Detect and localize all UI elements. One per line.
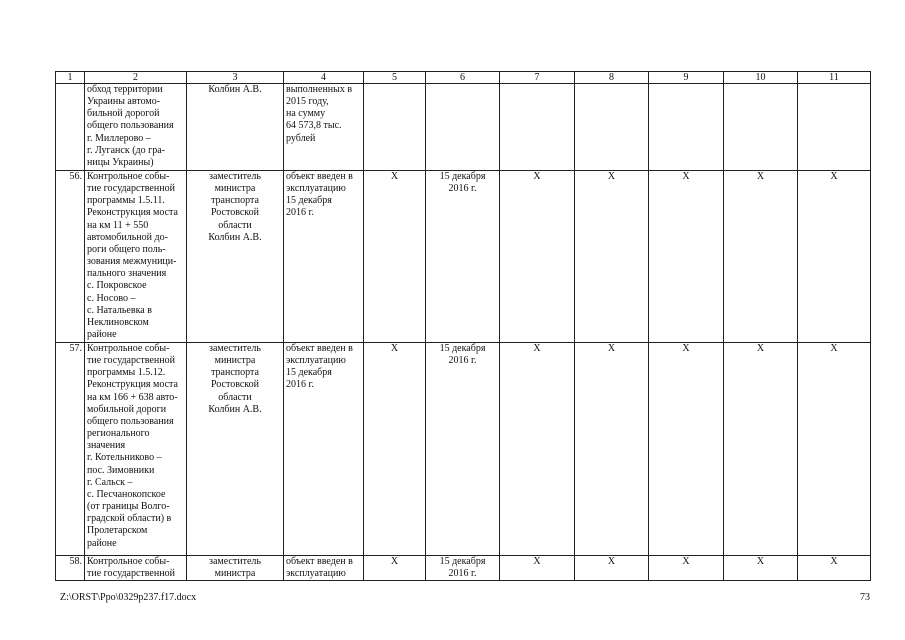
row-number — [56, 84, 85, 171]
column-header: 1 — [56, 72, 85, 84]
page-number: 73 — [860, 592, 870, 603]
column-header: 6 — [426, 72, 500, 84]
cell: X — [575, 171, 649, 343]
column-header: 11 — [798, 72, 871, 84]
cell: X — [575, 556, 649, 581]
column-header: 5 — [364, 72, 426, 84]
event-cell: Контрольное собы- тие государственной программы 1.5.11. Реконструкция моста на км 11 + 550 автомобильной до- роги общего поль- зования межмуници- пального значения с. Покровское с. Носово – с. Натальевка в Неклиновском районе — [85, 171, 187, 343]
table-row — [56, 171, 871, 343]
cell: X — [364, 171, 426, 343]
cell — [364, 84, 426, 171]
cell — [575, 84, 649, 171]
cell: X — [649, 556, 724, 581]
cell — [724, 84, 798, 171]
cell: X — [575, 343, 649, 556]
program-events-table — [55, 71, 871, 581]
event-cell: обход территории Украины автомо- бильной дорогой общего пользования г. Миллерово – г. Луганск (до гра- ницы Украины) — [85, 84, 187, 171]
column-number-row — [56, 72, 871, 84]
cell: X — [500, 556, 575, 581]
result-cell: объект введен в эксплуатацию 15 декабря 2016 г. — [284, 343, 364, 556]
deadline-cell: 15 декабря 2016 г. — [426, 343, 500, 556]
table-row — [56, 84, 871, 171]
event-cell: Контрольное собы- тие государственной — [85, 556, 187, 581]
cell: X — [724, 171, 798, 343]
responsible-cell: заместитель министра — [187, 556, 284, 581]
cell: X — [649, 343, 724, 556]
responsible-cell: заместитель министра транспорта Ростовской области Колбин А.В. — [187, 171, 284, 343]
result-cell: выполненных в 2015 году, на сумму 64 573,8 тыс. рублей — [284, 84, 364, 171]
cell: X — [798, 171, 871, 343]
responsible-cell: Колбин А.В. — [187, 84, 284, 171]
cell — [500, 84, 575, 171]
cell: X — [724, 343, 798, 556]
result-cell: объект введен в эксплуатацию 15 декабря 2016 г. — [284, 171, 364, 343]
cell — [798, 84, 871, 171]
cell: X — [798, 343, 871, 556]
column-header: 10 — [724, 72, 798, 84]
event-cell: Контрольное собы- тие государственной программы 1.5.12. Реконструкция моста на км 166 + 638 авто- мобильной дороги общего пользования регионального значения г. Котельниково – пос. Зимовники г. Сальск – с. Песчанокопское (от границы Волго- градской области) в Пролетарском районе — [85, 343, 187, 556]
cell: X — [364, 556, 426, 581]
column-header: 4 — [284, 72, 364, 84]
deadline-cell — [426, 84, 500, 171]
cell: X — [798, 556, 871, 581]
deadline-cell: 15 декабря 2016 г. — [426, 171, 500, 343]
cell: X — [364, 343, 426, 556]
cell: X — [649, 171, 724, 343]
column-header: 9 — [649, 72, 724, 84]
row-number: 56. — [56, 171, 85, 343]
table-row — [56, 343, 871, 556]
cell — [649, 84, 724, 171]
responsible-cell: заместитель министра транспорта Ростовской области Колбин А.В. — [187, 343, 284, 556]
column-header: 2 — [85, 72, 187, 84]
table-row — [56, 556, 871, 581]
document-path: Z:\ORST\Ppo\0329p237.f17.docx — [60, 592, 197, 603]
row-number: 58. — [56, 556, 85, 581]
cell: X — [500, 171, 575, 343]
result-cell: объект введен в эксплуатацию — [284, 556, 364, 581]
column-header: 3 — [187, 72, 284, 84]
deadline-cell: 15 декабря 2016 г. — [426, 556, 500, 581]
column-header: 7 — [500, 72, 575, 84]
row-number: 57. — [56, 343, 85, 556]
column-header: 8 — [575, 72, 649, 84]
cell: X — [500, 343, 575, 556]
cell: X — [724, 556, 798, 581]
